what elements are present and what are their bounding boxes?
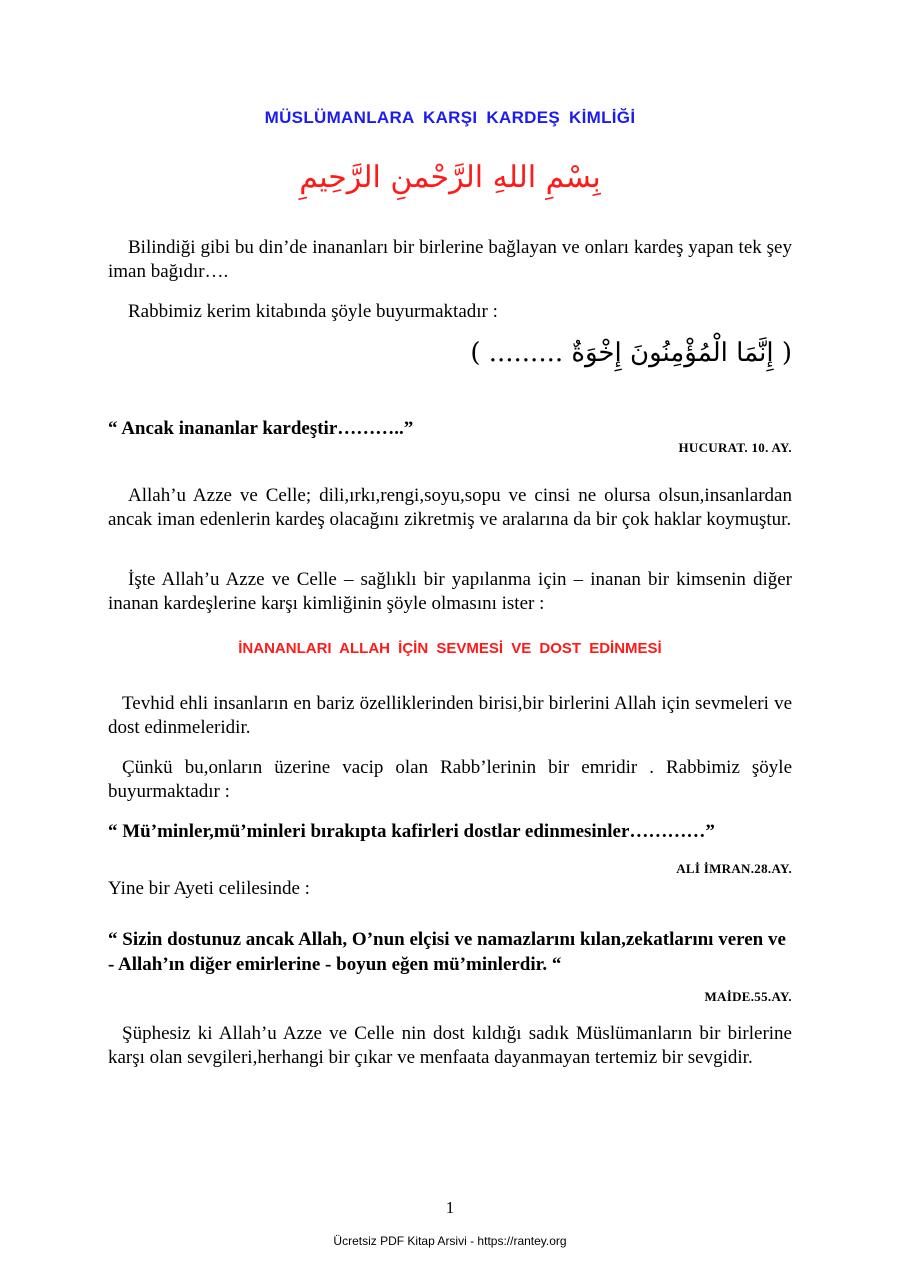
page-number: 1 [445, 1198, 455, 1217]
paragraph-7: Yine bir Ayeti celilesinde : [108, 878, 310, 899]
reference-ali-imran: ALİ İMRAN.28.AY. [676, 861, 792, 876]
quote-hucurat: “ Ancak inananlar kardeştir………..” [108, 418, 414, 439]
page-title: MÜSLÜMANLARA KARŞI KARDEŞ KİMLİĞİ [264, 108, 636, 127]
quote-maide: “ Sizin dostunuz ancak Allah, O’nun elçisi ve namazlarını kılan,zekatlarını veren ve - Allah’ın diğer emirlerine - boyun eğen mü’minlerdir. “ [108, 929, 786, 975]
paragraph-4: İşte Allah’u Azze ve Celle – sağlıklı bir yapılanma için – inanan bir kimsenin diğer inanan kardeşlerine karşı kimliğinin şöyle olmasını ister : [108, 569, 792, 614]
paragraph-8: Şüphesiz ki Allah’u Azze ve Celle nin dost kıldığı sadık Müslümanların bir birlerine karşı olan sevgileri,herhangi bir çıkar ve menfaata dayanmayan tertemiz bir sevgidir. [108, 1023, 792, 1068]
quote-ali-imran: “ Mü’minler,mü’minleri bırakıpta kafirleri dostlar edinmesinler…………” [108, 821, 715, 842]
basmala: بِسْمِ اللهِ الرَّحْمنِ الرَّحِيمِ [299, 160, 601, 195]
paragraph-5: Tevhid ehli insanların en bariz özelliklerinden birisi,bir birlerini Allah için sevmeleri ve dost edinmeleridir. [108, 693, 792, 738]
paragraph-2: Rabbimiz kerim kitabında şöyle buyurmaktadır : [128, 301, 498, 322]
ayah-hucurat: ( إِنَّمَا الْمُؤْمِنُونَ إِخْوَةٌ ......... ) [470, 338, 792, 368]
paragraph-1: Bilindiği gibi bu din’de inananları bir birlerine bağlayan ve onları kardeş yapan tek şey iman bağıdır…. [108, 237, 792, 282]
paragraph-6: Çünkü bu,onların üzerine vacip olan Rabb’lerinin bir emridir . Rabbimiz şöyle buyurmaktadır : [108, 757, 792, 802]
reference-hucurat: HUCURAT. 10. AY. [678, 440, 792, 455]
reference-maide: MAİDE.55.AY. [704, 989, 792, 1004]
footer-text: Ücretsiz PDF Kitap Arsivi - https://rantey.org [333, 1234, 567, 1248]
section-heading: İNANANLARI ALLAH İÇİN SEVMESİ VE DOST EDİNMESİ [238, 640, 662, 657]
paragraph-3: Allah’u Azze ve Celle; dili,ırkı,rengi,soyu,sopu ve cinsi ne olursa olsun,insanlardan ancak iman edenlerin kardeş olacağını zikretmiş ve aralarına da bir çok haklar koymuştur. [108, 485, 792, 530]
